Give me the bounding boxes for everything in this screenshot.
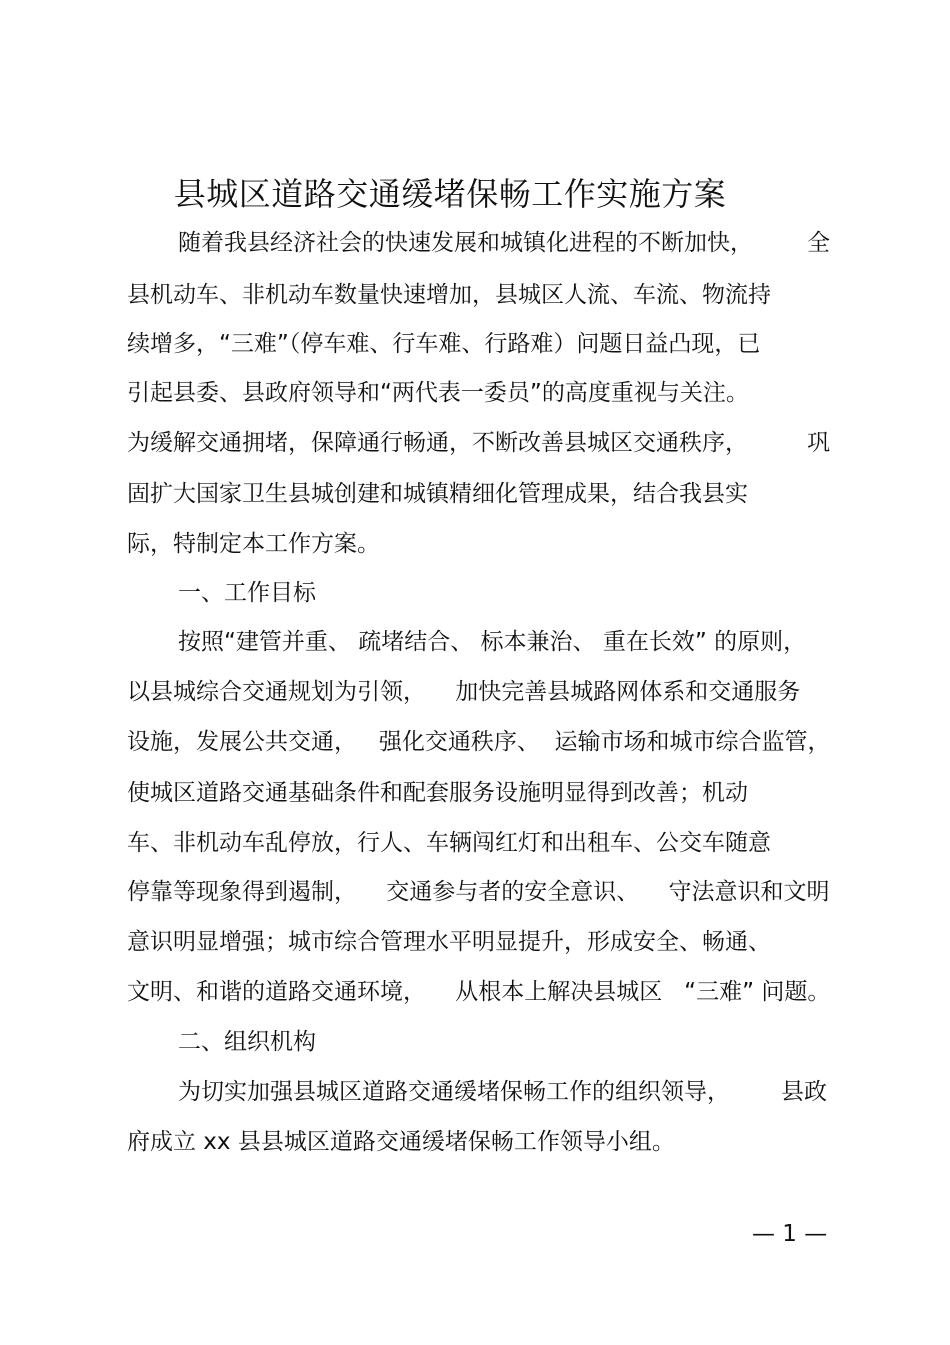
section-heading-organization: 二、组织机构 [178, 1029, 316, 1055]
paragraph-line: 按照“建管并重、 疏堵结合、 标本兼治、 重在长效” 的原则， [178, 629, 807, 655]
paragraph-line: 际，特制定本工作方案。 [127, 531, 380, 557]
section-heading-goals: 一、工作目标 [178, 580, 316, 606]
paragraph-line: 固扩大国家卫生县城创建和城镇精细化管理成果，结合我县实 [127, 481, 748, 507]
paragraph-line: 使城区道路交通基础条件和配套服务设施明显得到改善；机动 [127, 780, 748, 806]
paragraph-line-end: 巩 [807, 430, 830, 456]
paragraph-line: 随着我县经济社会的快速发展和城镇化进程的不断加快， [178, 230, 753, 256]
paragraph-line: 为缓解交通拥堵，保障通行畅通，不断改善县城区交通秩序， [127, 430, 748, 456]
paragraph-line-end: 全 [807, 230, 830, 256]
paragraph-line: 设施，发展公共交通， 强化交通秩序、 运输市场和城市综合监管， [127, 729, 831, 755]
paragraph-line: 以县城综合交通规划为引领， 加快完善县城路网体系和交通服务 [127, 679, 801, 705]
paragraph-line: 意识明显增强；城市综合管理水平明显提升，形成安全、畅通、 [127, 929, 771, 955]
paragraph-line-end: 县政 [781, 1079, 827, 1105]
paragraph-line: 为切实加强县城区道路交通缓堵保畅工作的组织领导， [178, 1079, 730, 1105]
paragraph-line: 车、非机动车乱停放，行人、车辆闯红灯和出租车、公交车随意 [127, 830, 771, 856]
paragraph-line: 停靠等现象得到遏制， 交通参与者的安全意识、 守法意识和文明 [127, 879, 830, 905]
page-number: — 1 — [752, 1221, 828, 1247]
paragraph-line: 文明、和谐的道路交通环境， 从根本上解决县城区 “三难” 问题。 [127, 979, 831, 1005]
paragraph-line: 引起县委、县政府领导和“两代表一委员”的高度重视与关注。 [127, 380, 749, 406]
paragraph-line: 府成立 xx 县县城区道路交通缓堵保畅工作领导小组。 [127, 1129, 675, 1155]
paragraph-line: 续增多，“三难”（停车难、行车难、行路难）问题日益凸现，已 [127, 331, 761, 357]
document-title: 县城区道路交通缓堵保畅工作实施方案 [173, 175, 727, 213]
paragraph-line: 县机动车、非机动车数量快速增加，县城区人流、车流、物流持 [127, 282, 771, 308]
